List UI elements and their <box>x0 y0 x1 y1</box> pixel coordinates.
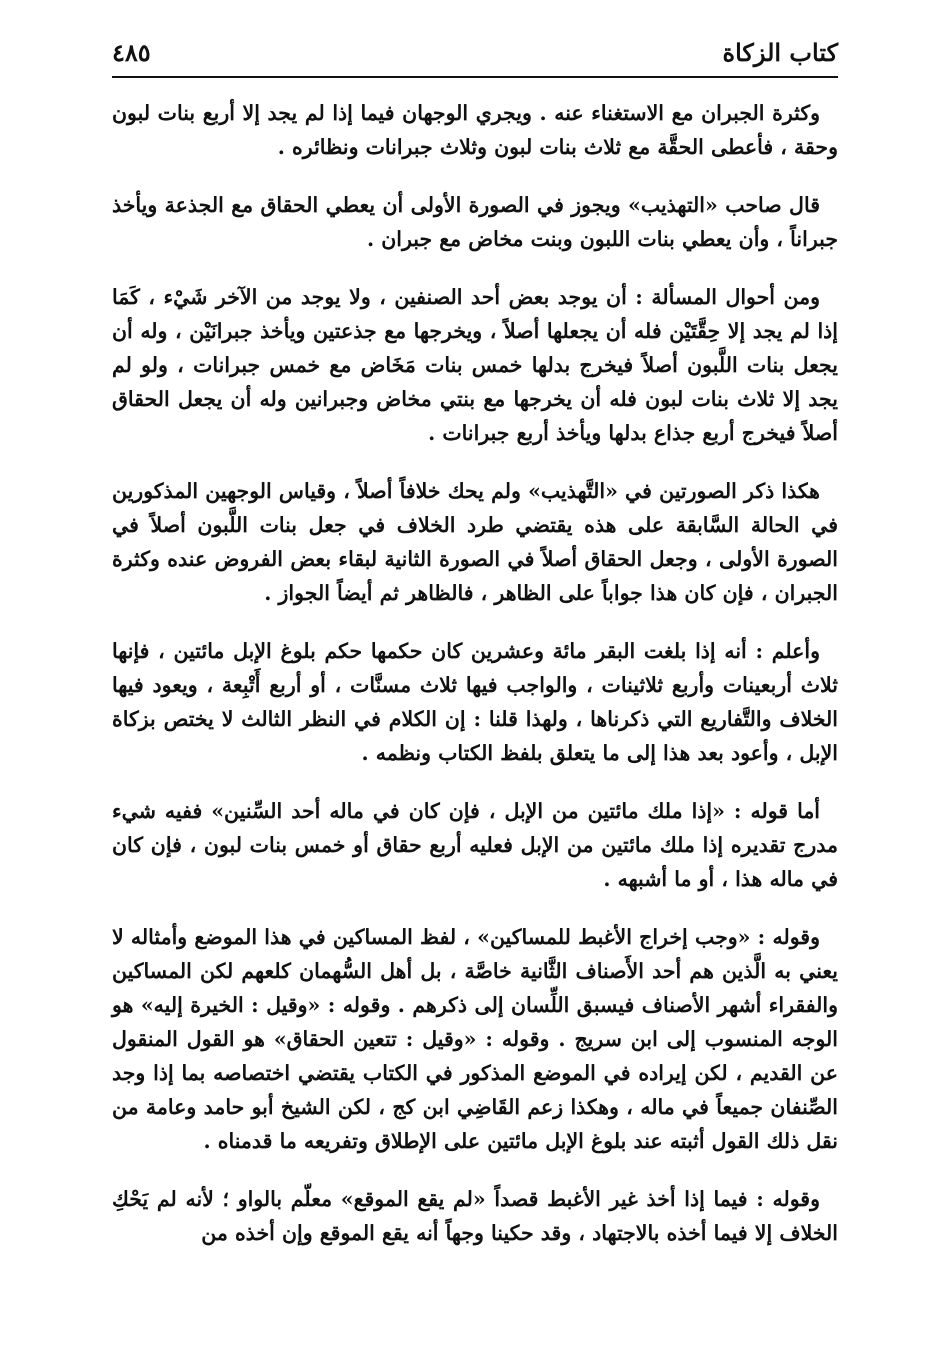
paragraph: أما قوله : «إذا ملك مائتين من الإبل ، فإن كان في ماله أحد السِّنين» ففيه شيء مدرج تقديره إذا ملك مائتين من الإبل فعليه أربع حقاق أو خمس بنات لبون ، فإن كان في ماله هذا ، أو ما أشبهه . <box>112 799 838 891</box>
running-title: كتاب الزكاة <box>722 38 838 67</box>
body-text <box>112 96 838 1274</box>
paragraph: هكذا ذكر الصورتين في «التَّهذيب» ولم يحك خلافاً أصلاً ، وقياس الوجهين المذكورين في الحالة السَّابقة على هذه يقتضي طرد الخلاف في جعل بنات اللَّبون أصلاً في الصورة الأولى ، وجعل الحقاق أصلاً في الصورة الثانية لبقاء بعض الفروض عنده وكثرة الجبران ، فإن كان هذا جواباً على الظاهر ، فالظاهر ثم أيضاً الجواز . <box>112 479 838 605</box>
paragraph: قال صاحب «التهذيب» ويجوز في الصورة الأولى أن يعطي الحقاق مع الجذعة ويأخذ جبراناً ، وأن يعطي بنات اللبون وبنت مخاض مع جبران . <box>112 193 838 251</box>
page-header <box>112 28 838 78</box>
paragraph: ومن أحوال المسألة : أن يوجد بعض أحد الصنفين ، ولا يوجد من الآخر شَيْء ، كَمَا إذا لم يجد إلا حِقَّتَيْن فله أن يجعلها أصلاً ، ويخرجها مع جذعتين ويأخذ جبرانَيْن ، وله أن يجعل بنات اللَّبون أصلاً فيخرج بدلها خمس بنات مَخَاض مع خمس جبرانات ، ولو لم يجد إلا ثلاث بنات لبون فله أن يخرجها مع بنتي مخاض وجبرانين وله أن يجعل الحقاق أصلاً فيخرج أربع جذاع بدلها ويأخذ أربع جبرانات . <box>112 285 838 445</box>
page-number: ٤٨٥ <box>112 38 151 67</box>
paragraph: وكثرة الجبران مع الاستغناء عنه . ويجري الوجهان فيما إذا لم يجد إلا أربع بنات لبون وحقة ، فأعطى الحقَّة مع ثلاث بنات لبون وثلاث جبرانات ونظائره . <box>112 101 838 159</box>
paragraph: وقوله : فيما إذا أخذ غير الأغبط قصداً «لم يقع الموقع» معلّم بالواو ؛ لأنه لم يَحْكِ الخلاف إلا فيما أخذه بالاجتهاد ، وقد حكينا وجهاً أنه يقع الموقع وإن أخذه من <box>112 1187 838 1245</box>
paragraph: وأعلم : أنه إذا بلغت البقر مائة وعشرين كان حكمها حكم بلوغ الإبل مائتين ، فإنها ثلاث أربعينات وأربع ثلاثينات ، والواجب فيها ثلاث مسنَّات ، أو أربع أَتْبِعة ، ويعود فيها الخلاف والتَّفاريع التي ذكرناها ، ولهذا قلنا : إن الكلام في النظر الثالث لا يختص بزكاة الإبل ، وأعود بعد هذا إلى ما يتعلق بلفظ الكتاب ونظمه . <box>112 639 838 765</box>
paragraph: وقوله : «وجب إخراج الأغبط للمساكين» ، لفظ المساكين في هذا الموضع وأمثاله لا يعني به الَّذين هم أحد الأَصناف الثَّانية خاصَّة ، بل أهل السُّهمان كلعهم لكن المساكين والفقراء أشهر الأصناف فيسبق اللِّسان إلى ذكرهم . وقوله : «وقيل : الخيرة إليه» هو الوجه المنسوب إلى ابن سريج . وقوله : «وقيل : تتعين الحقاق» هو القول المنقول عن القديم ، لكن إيراده في الموضع المذكور في الكتاب يقتضي اختصاصه بما إذا وجد الصِّنفان جميعاً في ماله ، وهكذا زعم القَاضِي ابن كج ، لكن الشيخ أبو حامد وعامة من نقل ذلك القول أثبته عند بلوغ الإبل مائتين على الإطلاق وتفريعه ما قدمناه . <box>112 925 838 1153</box>
